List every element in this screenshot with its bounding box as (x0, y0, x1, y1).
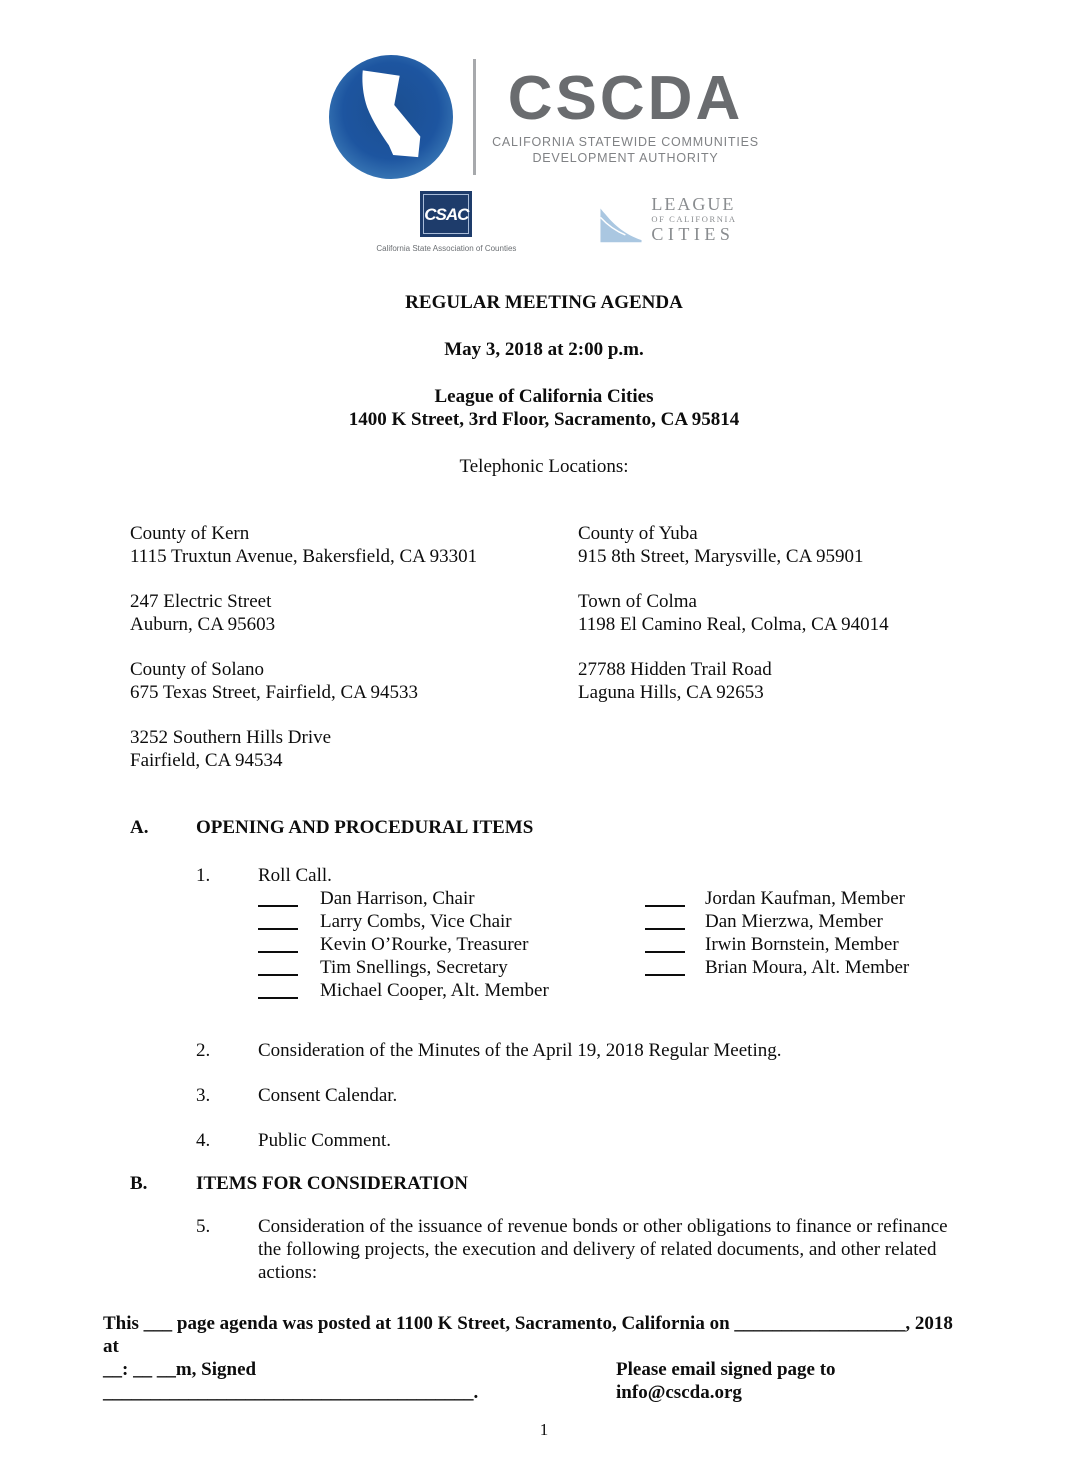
item-text: Consent Calendar. (258, 1085, 398, 1106)
section-letter: B. (130, 1173, 148, 1194)
agenda-item-1 (0, 864, 1088, 887)
agenda-item-3 (0, 1084, 1088, 1107)
roll-call-blank (645, 910, 685, 930)
location-auburn (130, 590, 578, 636)
location-kern (130, 522, 578, 568)
roll-call-row (0, 887, 1088, 910)
location-name: County of Yuba (578, 523, 698, 544)
item-text: Public Comment. (258, 1130, 391, 1151)
location-address: Auburn, CA 95603 (130, 614, 276, 635)
item-number: 1. (196, 865, 211, 886)
cscda-subtitle-line1: CALIFORNIA STATEWIDE COMMUNITIES (492, 134, 759, 149)
location-name: 3252 Southern Hills Drive (130, 727, 332, 748)
item-number: 2. (196, 1040, 211, 1061)
item-text: Consideration of the Minutes of the April 19, 2018 Regular Meeting. (258, 1040, 782, 1061)
roll-call-blank (645, 956, 685, 976)
posting-notice (0, 1312, 1088, 1404)
csac-box-icon (420, 191, 472, 237)
cscda-subtitle-line2: DEVELOPMENT AUTHORITY (532, 150, 719, 165)
location-address: 915 8th Street, Marysville, CA 95901 (578, 546, 864, 567)
location-address: 675 Texas Street, Fairfield, CA 94533 (130, 682, 419, 703)
location-name: 247 Electric Street (130, 591, 272, 612)
roll-call-name: Irwin Bornstein, Member (705, 934, 899, 955)
agenda-item-5 (0, 1215, 1088, 1284)
location-name: County of Kern (130, 523, 250, 544)
roll-call-name: Tim Snellings, Secretary (320, 957, 508, 978)
roll-call-name: Kevin O’Rourke, Treasurer (320, 934, 529, 955)
cscda-wordmark: CSCDA (507, 63, 744, 133)
roll-call-list (0, 887, 1088, 1002)
location-laguna-hills (578, 658, 772, 704)
roll-call-name: Michael Cooper, Alt. Member (320, 980, 549, 1001)
roll-call-name: Larry Combs, Vice Chair (320, 911, 512, 932)
roll-call-blank (645, 887, 685, 907)
roll-call-row (0, 956, 1088, 979)
roll-call-blank (258, 910, 298, 930)
location-solano (130, 658, 578, 704)
roll-call-name: Dan Mierzwa, Member (705, 911, 883, 932)
location-colma (578, 590, 889, 636)
logo-divider (473, 59, 476, 175)
location-address: 1198 El Camino Real, Colma, CA 94014 (578, 614, 889, 635)
location-address: 1115 Truxtun Avenue, Bakersfield, CA 93301 (130, 546, 478, 567)
telephonic-locations (0, 522, 1088, 794)
roll-call-blank (258, 887, 298, 907)
item-text: Consideration of the issuance of revenue bonds or other obligations to finance or refinance the following projects, the execution and delivery of related documents, and other related actions: (258, 1216, 948, 1283)
csac-caption: California State Association of Counties (376, 244, 517, 253)
agenda-item-2 (0, 1039, 1088, 1062)
league-word2: OF CALIFORNIA (651, 214, 737, 224)
roll-call-name: Jordan Kaufman, Member (705, 888, 905, 909)
section-title: OPENING AND PROCEDURAL ITEMS (196, 817, 534, 838)
posting-notice-email: Please email signed page to info@cscda.org (616, 1359, 836, 1403)
section-b-heading (0, 1172, 1088, 1195)
league-swoosh-icon (599, 195, 643, 253)
roll-call-blank (645, 933, 685, 953)
roll-call-blank (258, 956, 298, 976)
roll-call-row (0, 979, 1088, 1002)
telephonic-label: Telephonic Locations: (459, 456, 629, 477)
agenda-document-page (0, 55, 1088, 1463)
agenda-item-4 (0, 1129, 1088, 1152)
league-word3: CITIES (651, 224, 735, 244)
document-title: REGULAR MEETING AGENDA (405, 292, 683, 313)
league-logo (599, 195, 736, 253)
location-address: Fairfield, CA 94534 (130, 750, 283, 771)
roll-call-name: Dan Harrison, Chair (320, 888, 475, 909)
venue-address: 1400 K Street, 3rd Floor, Sacramento, CA 95814 (348, 409, 740, 430)
california-state-icon (329, 55, 453, 179)
location-fairfield (130, 726, 578, 772)
roll-call-blank (258, 979, 298, 999)
item-text: Roll Call. (258, 865, 332, 886)
location-name: 27788 Hidden Trail Road (578, 659, 772, 680)
roll-call-row (0, 933, 1088, 956)
page-number: 1 (539, 1420, 549, 1439)
meeting-datetime: May 3, 2018 at 2:00 p.m. (444, 339, 644, 360)
roll-call-name: Brian Moura, Alt. Member (705, 957, 910, 978)
section-a-heading (0, 816, 1088, 839)
location-name: County of Solano (130, 659, 265, 680)
location-address: Laguna Hills, CA 92653 (578, 682, 764, 703)
csac-logo (351, 191, 541, 253)
venue-name: League of California Cities (434, 386, 654, 407)
location-yuba (578, 522, 864, 568)
section-letter: A. (130, 817, 149, 838)
location-name: Town of Colma (578, 591, 697, 612)
posting-notice-line1: This ___ page agenda was posted at 1100 K Street, Sacramento, California on __________________, 2018 at (103, 1313, 953, 1357)
league-word1: LEAGUE (651, 194, 736, 214)
roll-call-row (0, 910, 1088, 933)
cscda-logo (0, 55, 1088, 179)
item-number: 3. (196, 1085, 211, 1106)
posting-notice-line2: __: __ __m, Signed _______________________________________. (103, 1359, 479, 1403)
roll-call-blank (258, 933, 298, 953)
item-number: 4. (196, 1130, 211, 1151)
item-number: 5. (196, 1216, 211, 1237)
csac-wordmark: CSAC (424, 204, 469, 224)
section-title: ITEMS FOR CONSIDERATION (196, 1173, 469, 1194)
